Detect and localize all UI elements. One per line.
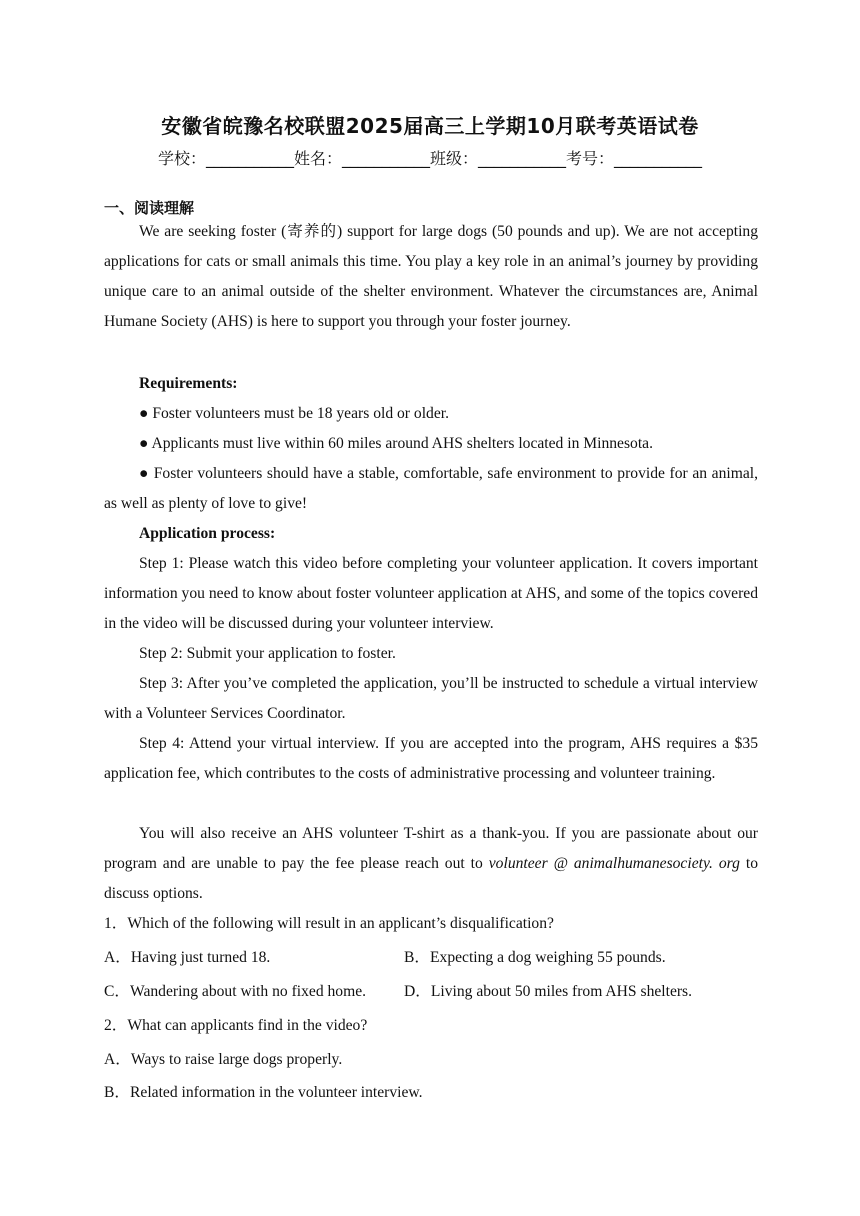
answer-option: D．Living about 50 miles from AHS shelters. [404,983,693,1000]
answer-option: A．Ways to raise large dogs properly. [104,1051,343,1068]
requirement-item: ● Applicants must live within 60 miles around AHS shelters located in Minnesota. [139,435,653,452]
passage-closing [104,819,758,909]
requirement-item: ● Foster volunteers should have a stable, comfortable, safe environment to provide for an animal, as well as plenty of love to give! [104,465,758,512]
exam-title: 安徽省皖豫名校联盟2025届高三上学期10月联考英语试卷 [161,114,699,138]
requirement-item: ● Foster volunteers must be 18 years old or older. [139,405,449,422]
process-step: Step 1: Please watch this video before completing your volunteer application. It covers important information you need to know about foster volunteer application at AHS, and some of the topics covered in the video will be discussed during your volunteer interview. [104,555,758,632]
process-step: Step 2: Submit your application to foster. [139,645,396,662]
answer-option: A．Having just turned 18. [104,949,271,966]
closing-tail: to discuss options. [104,855,759,902]
question-stem: 2．What can applicants find in the video? [104,1017,368,1034]
section-heading: 一、阅读理解 [104,199,195,217]
contact-email: volunteer @ animalhumanesociety. org [488,855,740,872]
closing-text: You will also receive an AHS volunteer T-shirt as a thank-you. If you are passionate about our program and are unable to pay the fee please reach out to [104,825,758,872]
requirements-heading: Requirements: [139,375,238,392]
question-stem: 1．Which of the following will result in an applicant’s disqualification? [104,915,554,932]
answer-option: C．Wandering about with no fixed home. [104,983,367,1000]
student-info-line: 学校：___________姓名：___________班级：___________考号：___________ [157,149,702,168]
answer-option: B．Expecting a dog weighing 55 pounds. [404,949,666,966]
passage-intro: We are seeking foster (寄养的) support for large dogs (50 pounds and up). We are not accepting applications for cats or small animals this time. You play a key role in an animal’s journey by providing unique care to an animal outside of the shelter environment. Whatever the circumstances are, Animal Humane Society (AHS) is here to support you through your foster journey. [104,223,758,330]
process-step: Step 3: After you’ve completed the application, you’ll be instructed to schedule a virtual interview with a Volunteer Services Coordinator. [104,675,758,722]
answer-option: B．Related information in the volunteer interview. [104,1084,423,1101]
process-step: Step 4: Attend your virtual interview. If you are accepted into the program, AHS requires a $35 application fee, which contributes to the costs of administrative processing and volunteer training. [104,735,758,782]
process-heading: Application process: [139,525,276,542]
